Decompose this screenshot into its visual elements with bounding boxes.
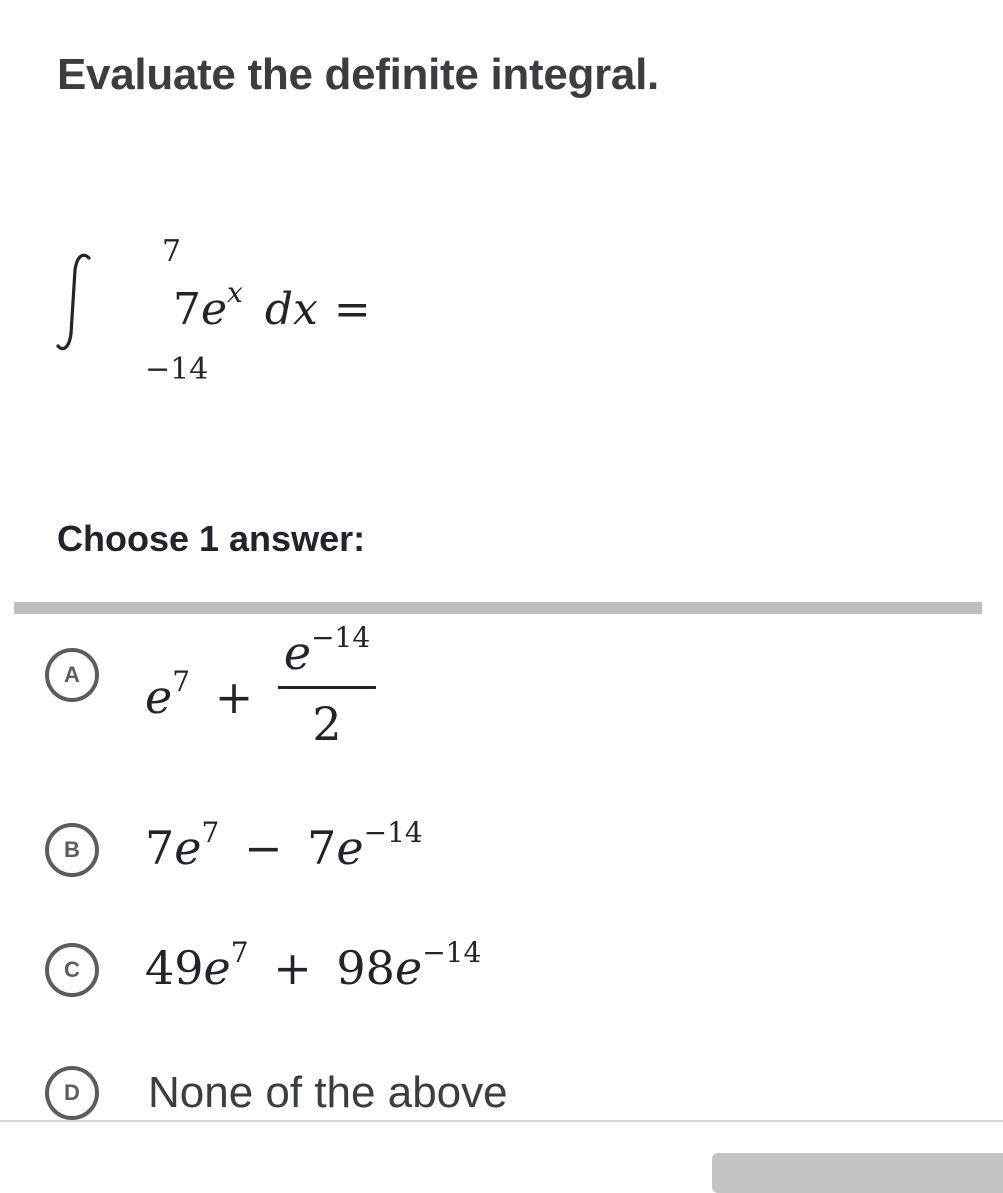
- choice-c-bubble[interactable]: C: [45, 943, 99, 997]
- choice-b-exp1: 7: [201, 816, 220, 849]
- integrand-coefficient: 7: [173, 284, 201, 335]
- integrand-exponent: x: [227, 276, 243, 309]
- integral-upper-limit: 7: [162, 234, 182, 269]
- integral-lower-limit: −14: [145, 352, 209, 387]
- integrand-base: e: [201, 284, 228, 335]
- choice-a-frac-num-exp: −14: [311, 621, 371, 654]
- choice-c-expression: [145, 936, 482, 995]
- choice-c-base2: e: [394, 941, 423, 995]
- choice-b-bubble[interactable]: B: [45, 823, 99, 877]
- choice-c-coef1: 49: [145, 941, 204, 995]
- divider: [14, 602, 982, 614]
- choice-d-text: None of the above: [148, 1068, 508, 1117]
- choice-b[interactable]: [0, 815, 1003, 885]
- choice-b-exp2: −14: [363, 816, 423, 849]
- choice-b-operator: −: [243, 821, 283, 875]
- choice-c-exp1: 7: [230, 936, 249, 969]
- choice-c-coef2: 98: [336, 941, 395, 995]
- question-title: Evaluate the definite integral.: [57, 50, 659, 99]
- choice-c-operator: +: [273, 941, 312, 995]
- choice-a[interactable]: [0, 621, 1003, 780]
- choice-a-frac-den: 2: [278, 686, 376, 751]
- choice-a-bubble[interactable]: A: [45, 648, 99, 702]
- integral-sign-icon: [55, 252, 95, 352]
- choice-c-exp2: −14: [422, 936, 482, 969]
- check-button[interactable]: [712, 1153, 1003, 1193]
- choice-a-operator: +: [214, 669, 254, 724]
- choice-a-fraction: [278, 621, 376, 751]
- answer-prompt: Choose 1 answer:: [57, 518, 366, 559]
- choice-a-term1-exp: 7: [172, 664, 191, 698]
- choice-c[interactable]: [0, 935, 1003, 1005]
- choice-a-term1-base: e: [145, 669, 173, 724]
- footer-divider: [0, 1120, 1003, 1122]
- integral-expression: [55, 232, 455, 392]
- choice-b-coef2: 7: [307, 821, 337, 875]
- integrand-differential: dx: [264, 284, 318, 335]
- integrand: [173, 276, 371, 335]
- choice-b-base2: e: [336, 821, 364, 875]
- choice-d[interactable]: [0, 1058, 1003, 1120]
- choice-c-base1: e: [203, 941, 231, 995]
- choice-b-base1: e: [174, 821, 202, 875]
- choice-b-coef1: 7: [145, 821, 175, 875]
- choice-a-expression: [145, 621, 376, 755]
- equals-sign: =: [333, 284, 371, 335]
- choice-d-bubble[interactable]: D: [45, 1066, 99, 1120]
- choice-b-expression: [145, 816, 423, 875]
- choice-a-frac-num-base: e: [283, 626, 312, 680]
